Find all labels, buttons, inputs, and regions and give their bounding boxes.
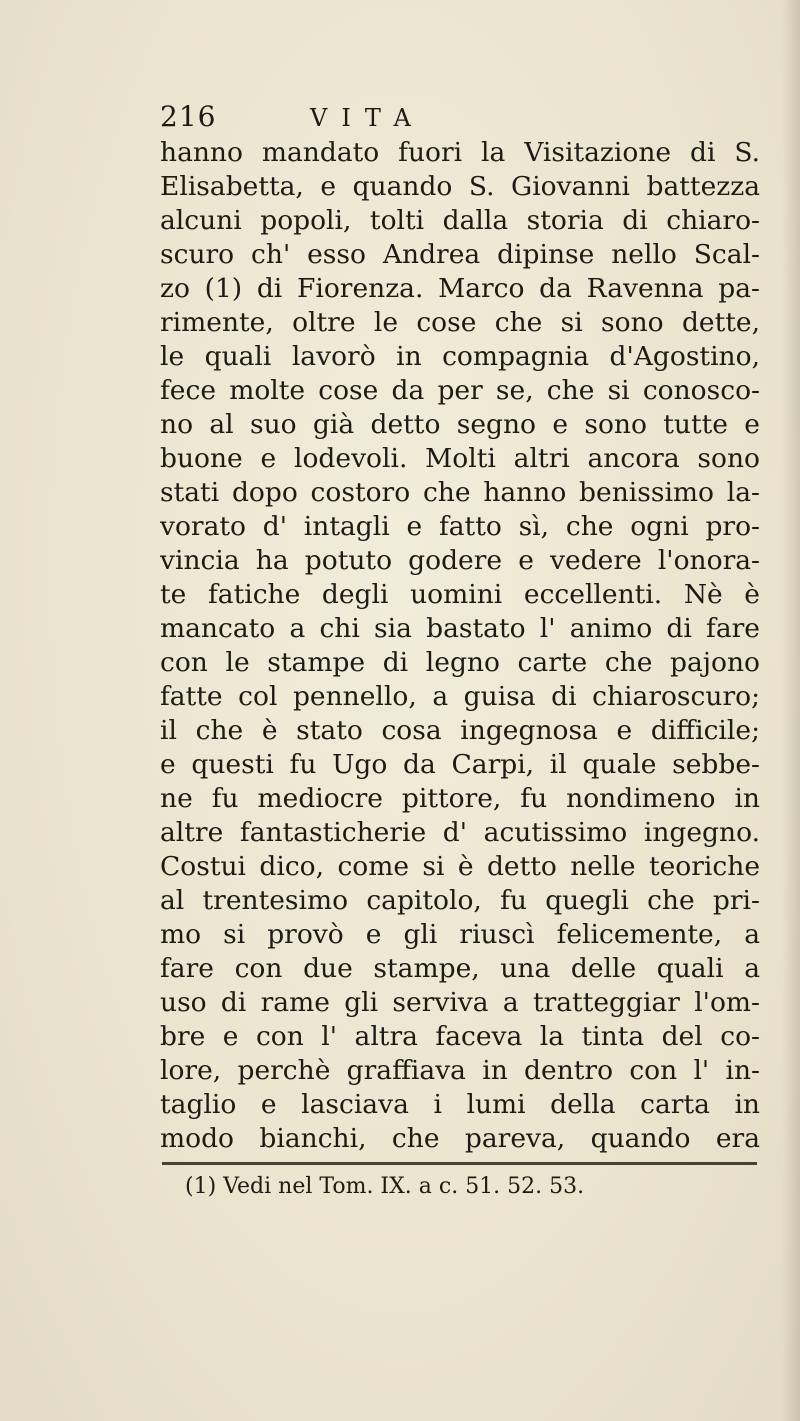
text-line: il che è stato cosa ingegnosa e difficile; bbox=[160, 715, 760, 746]
text-line: lore, perchè graffiava in dentro con l' in- bbox=[160, 1055, 760, 1086]
text-line: le quali lavorò in compagnia d'Agostino, bbox=[160, 341, 760, 372]
footnote-divider bbox=[162, 1162, 757, 1165]
text-line: al trentesimo capitolo, fu quegli che pri- bbox=[160, 885, 760, 916]
text-line: buone e lodevoli. Molti altri ancora sono bbox=[160, 443, 760, 474]
text-line: uso di rame gli serviva a tratteggiar l'om- bbox=[160, 987, 760, 1018]
text-line: scuro ch' esso Andrea dipinse nello Scal- bbox=[160, 239, 760, 270]
text-line: taglio e lasciava i lumi della carta in bbox=[160, 1089, 760, 1120]
text-line: altre fantasticherie d' acutissimo ingegno. bbox=[160, 817, 760, 848]
text-line: alcuni popoli, tolti dalla storia di chiaro- bbox=[160, 205, 760, 236]
text-line: Elisabetta, e quando S. Giovanni battezza bbox=[160, 171, 760, 202]
text-line: mancato a chi sia bastato l' animo di fare bbox=[160, 613, 760, 644]
running-head bbox=[160, 100, 720, 136]
text-line: fece molte cose da per se, che si conosco- bbox=[160, 375, 760, 406]
text-line: vincia ha potuto godere e vedere l'onora- bbox=[160, 545, 760, 576]
text-line: ne fu mediocre pittore, fu nondimeno in bbox=[160, 783, 760, 814]
text-line: fatte col pennello, a guisa di chiaroscuro; bbox=[160, 681, 760, 712]
text-line: Costui dico, come si è detto nelle teoriche bbox=[160, 851, 760, 882]
text-line: vorato d' intagli e fatto sì, che ogni pro- bbox=[160, 511, 760, 542]
text-line: te fatiche degli uomini eccellenti. Nè è bbox=[160, 579, 760, 610]
page-number: 216 bbox=[160, 100, 217, 133]
text-line: no al suo già detto segno e sono tutte e bbox=[160, 409, 760, 440]
text-line: e questi fu Ugo da Carpi, il quale sebbe- bbox=[160, 749, 760, 780]
text-line: zo (1) di Fiorenza. Marco da Ravenna pa- bbox=[160, 273, 760, 304]
page-edge-shadow bbox=[782, 0, 800, 1421]
body-text bbox=[160, 136, 760, 1156]
text-line: rimente, oltre le cose che si sono dette, bbox=[160, 307, 760, 338]
text-line: bre e con l' altra faceva la tinta del co- bbox=[160, 1021, 760, 1052]
running-title: VITA bbox=[310, 104, 425, 132]
text-line: fare con due stampe, una delle quali a bbox=[160, 953, 760, 984]
text-line: mo si provò e gli riuscì felicemente, a bbox=[160, 919, 760, 950]
text-line: hanno mandato fuori la Visitazione di S. bbox=[160, 137, 760, 168]
text-line: stati dopo costoro che hanno benissimo la- bbox=[160, 477, 760, 508]
text-line: modo bianchi, che pareva, quando era bbox=[160, 1123, 760, 1154]
footnote: (1) Vedi nel Tom. IX. a c. 51. 52. 53. bbox=[185, 1174, 585, 1199]
text-line: con le stampe di legno carte che pajono bbox=[160, 647, 760, 678]
